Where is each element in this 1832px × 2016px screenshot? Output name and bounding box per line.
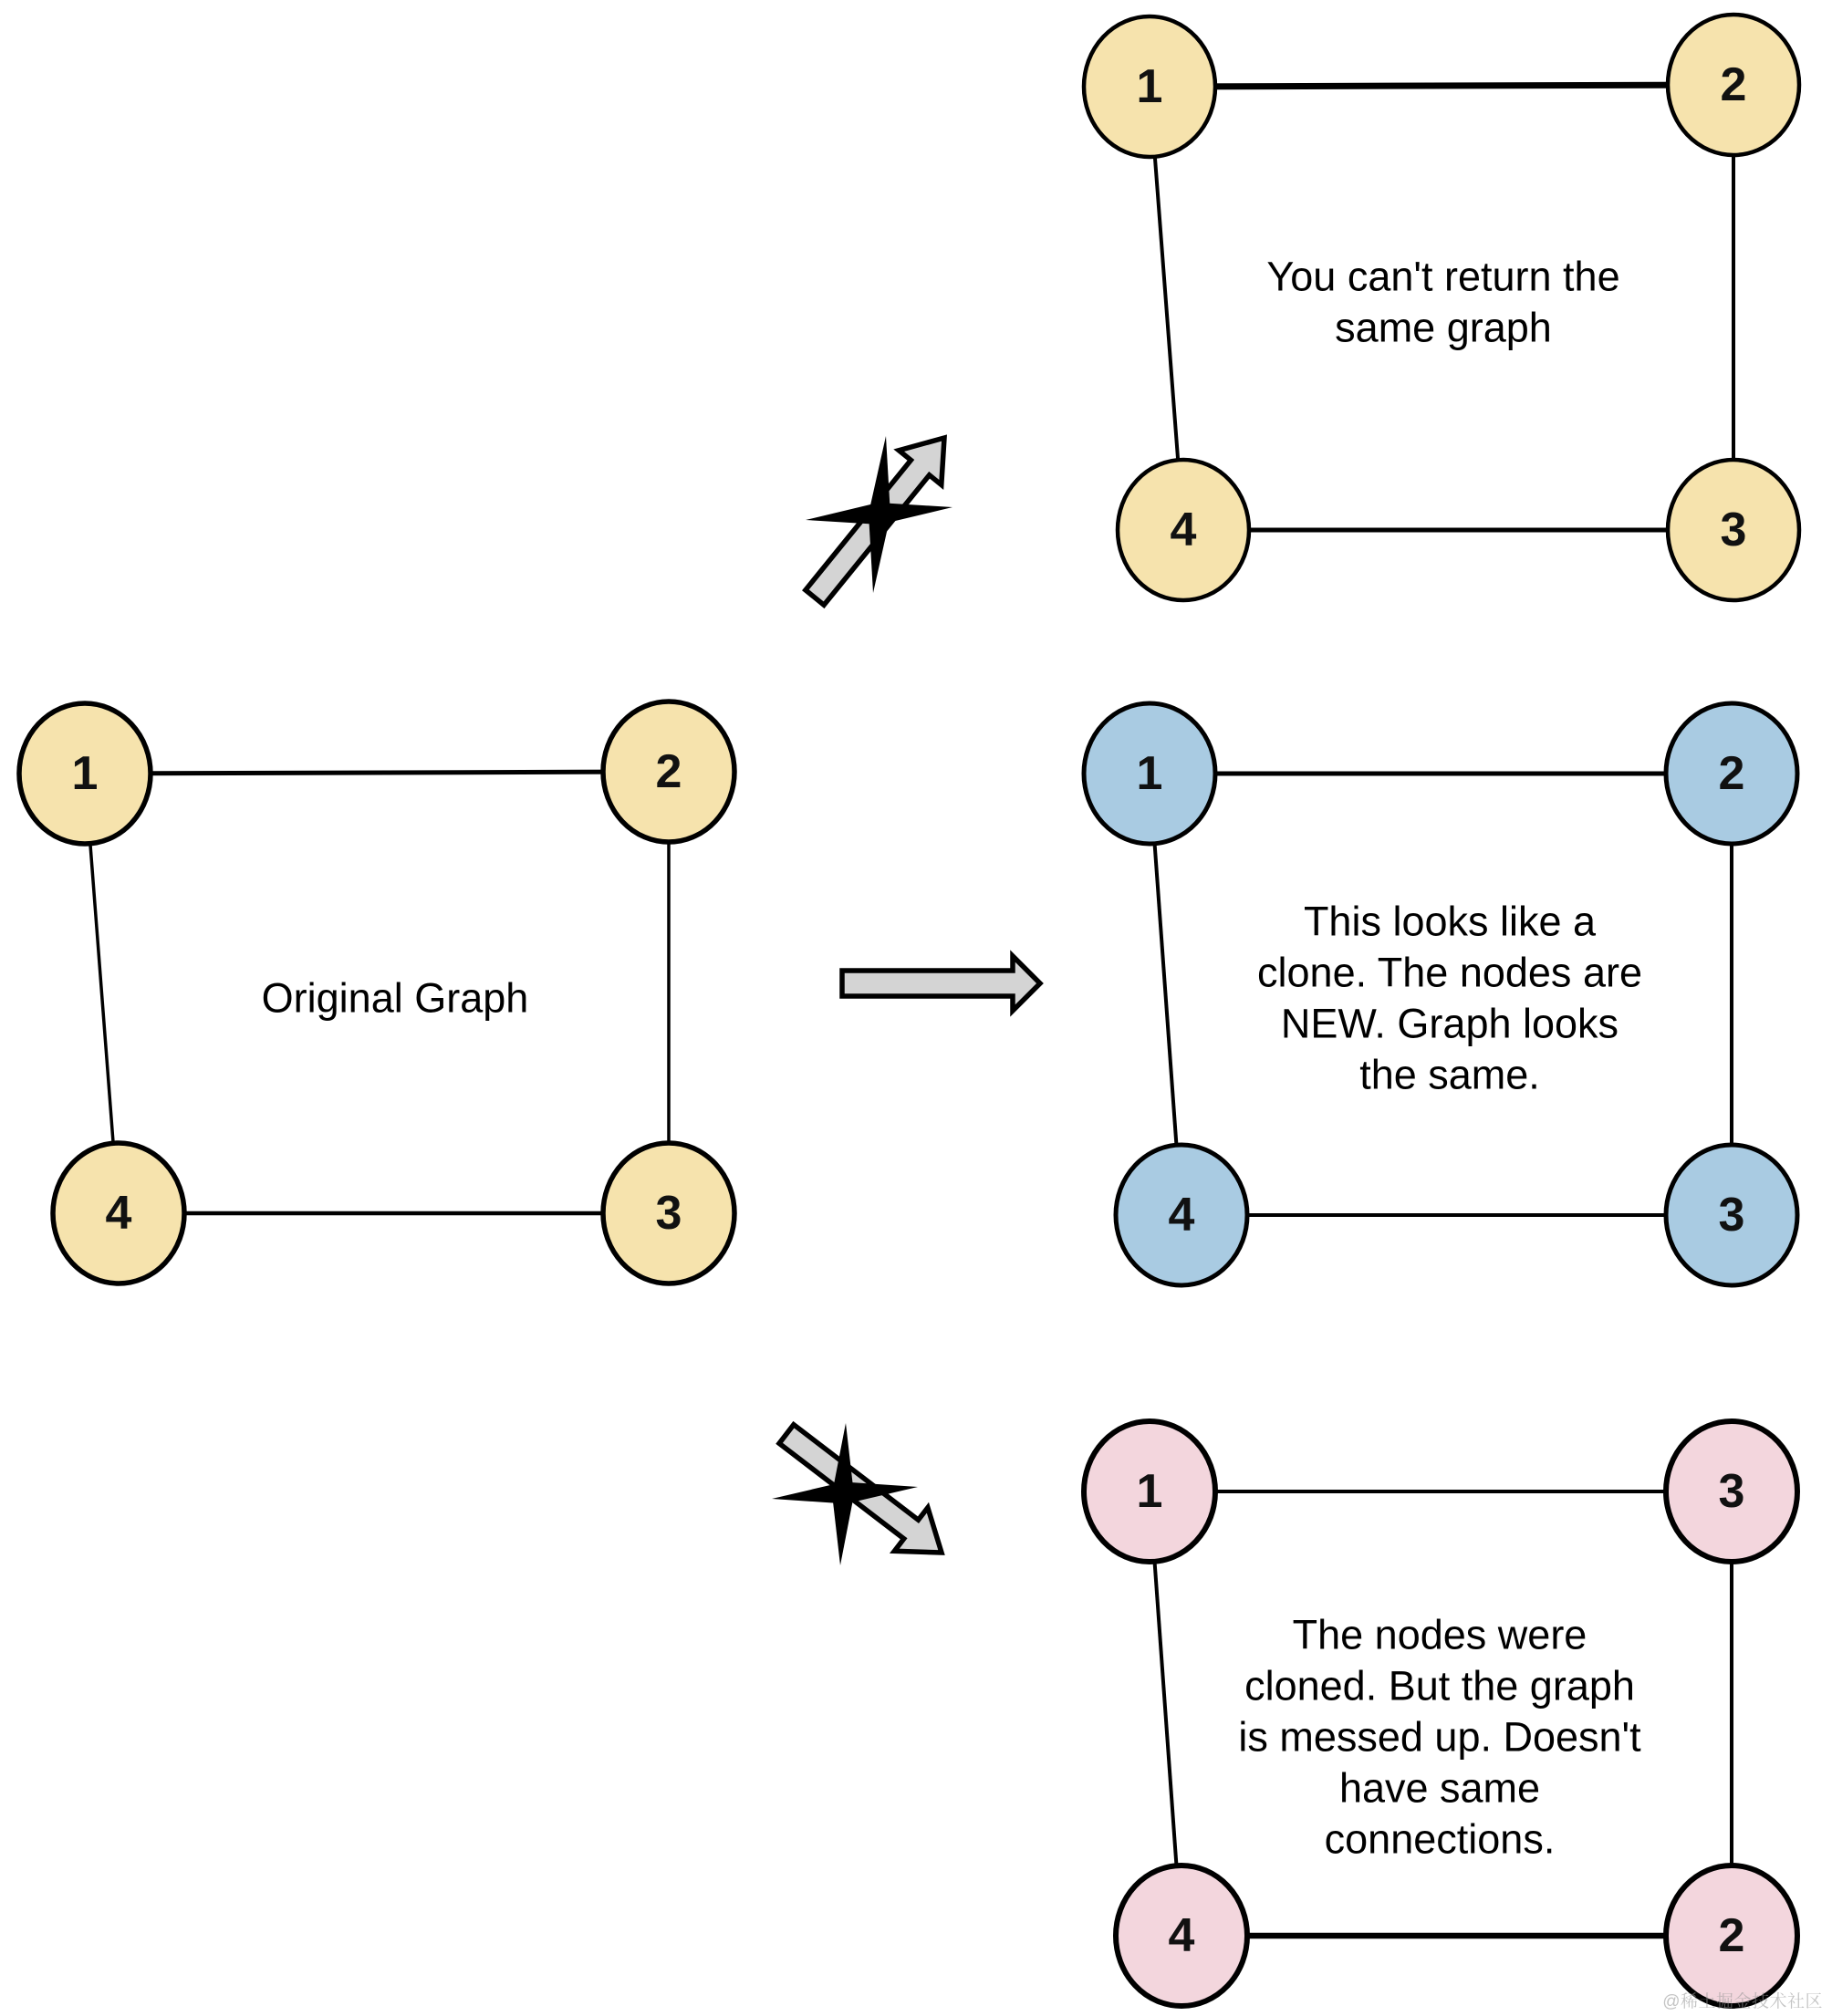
- graph-messed-clone-node-2: [1666, 1865, 1797, 2006]
- graph-original-node-3: [603, 1143, 734, 1283]
- graph-same-returned-edge-1-2: [1150, 85, 1733, 87]
- node-value: 4: [105, 1187, 132, 1240]
- graph-proper-clone-node-3: [1666, 1145, 1797, 1285]
- node-value: 4: [1170, 504, 1197, 556]
- graph-original-edge-1-2: [85, 772, 669, 774]
- graph-original-node-2: [603, 701, 734, 842]
- graph-same-returned-node-3: [1668, 460, 1799, 600]
- graph-proper-clone-caption: This looks like a clone. The nodes are NEW. Graph looks the same.: [1257, 898, 1642, 1098]
- node-value: 3: [655, 1187, 682, 1240]
- graph-same-returned-node-2: [1668, 15, 1799, 155]
- graph-messed-clone-node-3: [1666, 1421, 1797, 1562]
- graph-same-returned-node-1: [1084, 16, 1215, 157]
- graph-same-returned-node-4: [1118, 460, 1249, 600]
- node-value: 3: [1720, 504, 1747, 556]
- graph-proper-clone-node-2: [1666, 703, 1797, 844]
- node-value: 1: [1136, 747, 1163, 800]
- node-value: 1: [1136, 1465, 1163, 1518]
- node-value: 1: [1136, 60, 1163, 113]
- graph-proper-clone-node-4: [1116, 1145, 1247, 1285]
- node-value: 2: [1720, 58, 1747, 111]
- graph-messed-clone-caption: The nodes were cloned. But the graph is messed up. Doesn't have same connections.: [1238, 1611, 1641, 1863]
- watermark: @稀土掘金技术社区: [1662, 1992, 1823, 2011]
- node-value: 2: [1718, 747, 1745, 800]
- node-value: 4: [1168, 1189, 1195, 1242]
- node-value: 3: [1718, 1189, 1745, 1242]
- node-value: 4: [1168, 1909, 1195, 1962]
- graph-original-node-1: [19, 703, 151, 844]
- graph-messed-clone-node-4: [1116, 1865, 1247, 2006]
- graph-messed-clone-node-1: [1084, 1421, 1215, 1562]
- graph-proper-clone-node-1: [1084, 703, 1215, 844]
- graph-original-caption: Original Graph: [261, 974, 529, 1022]
- node-value: 3: [1718, 1465, 1745, 1518]
- node-value: 1: [71, 747, 99, 800]
- graph-same-returned-caption: You can't return the same graph: [1266, 253, 1620, 351]
- node-value: 2: [655, 745, 682, 798]
- node-value: 2: [1718, 1909, 1745, 1962]
- graph-original-node-4: [53, 1143, 184, 1283]
